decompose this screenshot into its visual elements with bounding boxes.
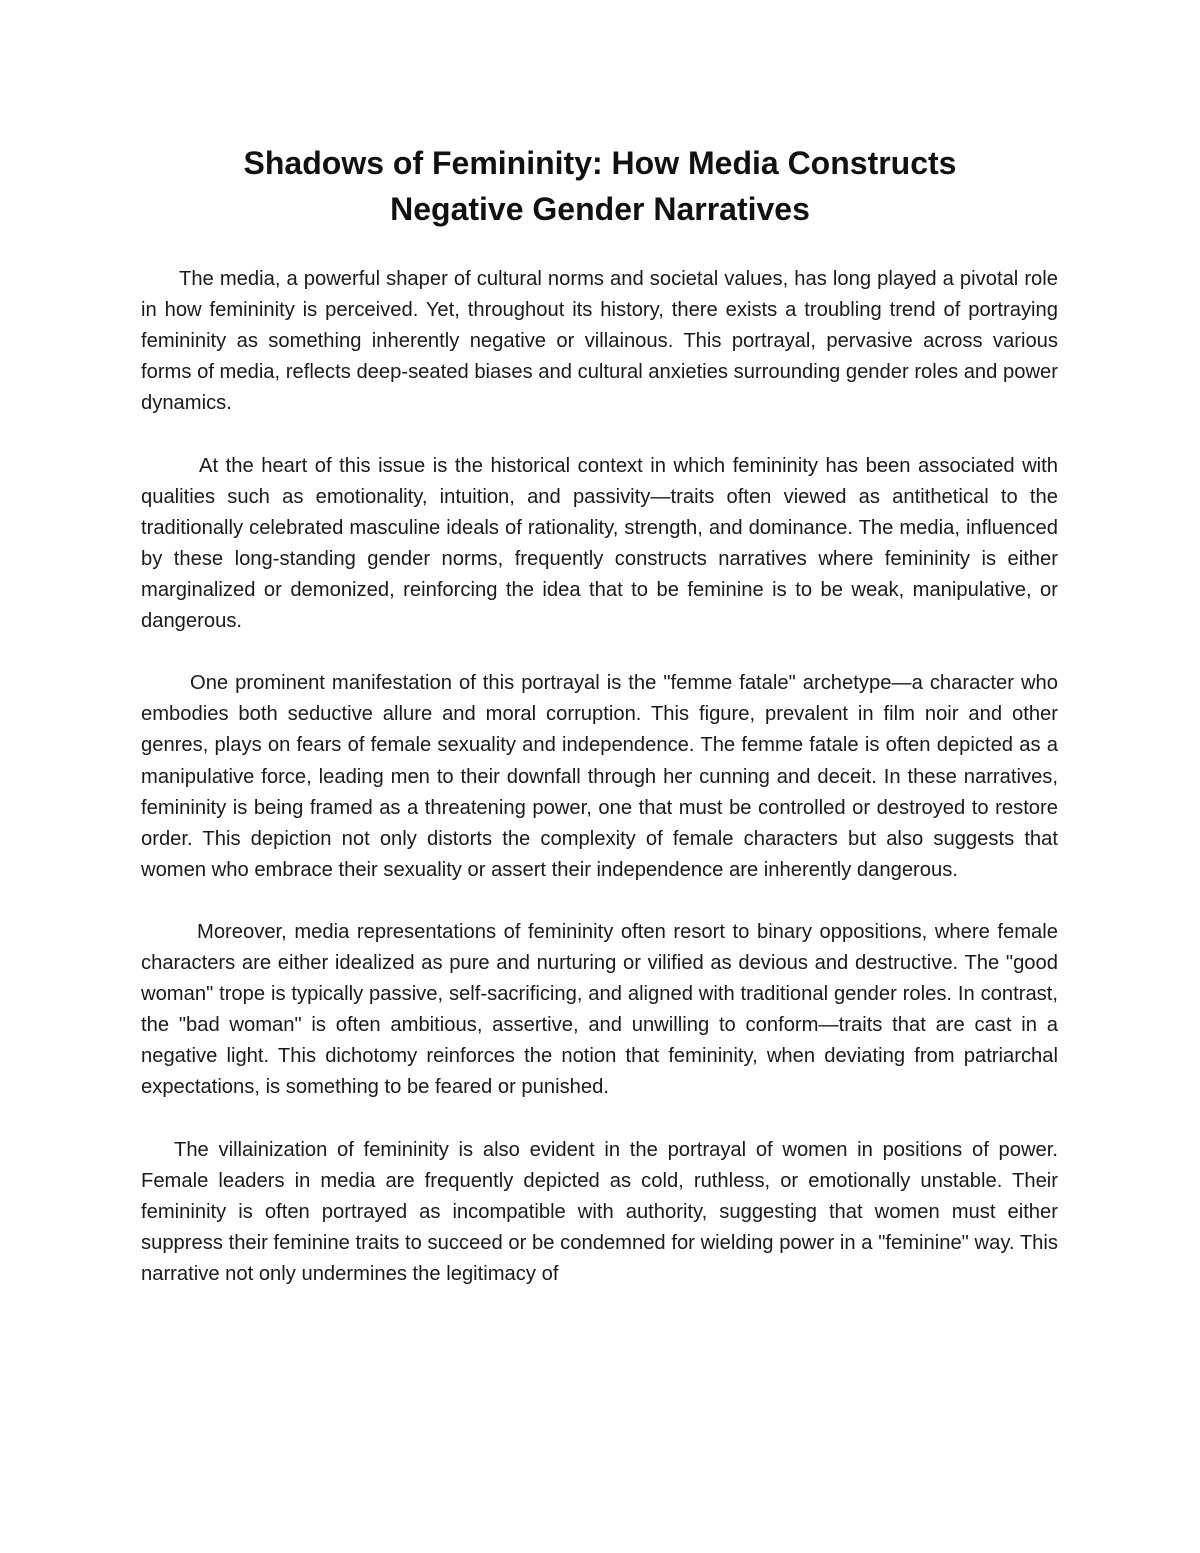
title-line-2: Negative Gender Narratives (390, 191, 810, 227)
paragraph-4: Moreover, media representations of femininity often resort to binary oppositions, where female characters are either idealized as pure and nurturing or vilified as devious and destructive. The "good woman" trope is typically passive, self-sacrificing, and aligned with traditional gender roles. In contrast, the "bad woman" is often ambitious, assertive, and unwilling to conform—traits that are cast in a negative light. This dichotomy reinforces the notion that femininity, when deviating from patriarchal expectations, is something to be feared or punished. (141, 920, 1058, 1099)
paragraph-1: The media, a powerful shaper of cultural norms and societal values, has long played a pivotal role in how femininity is perceived. Yet, throughout its history, there exists a troubling trend of portraying femininity as something inherently negative or villainous. This portrayal, pervasive across various forms of media, reflects deep-seated biases and cultural anxieties surrounding gender roles and power dynamics. (141, 268, 1058, 415)
page-title (140, 140, 1060, 232)
paragraph-2: At the heart of this issue is the historical context in which femininity has been associated with qualities such as emotionality, intuition, and passivity—traits often viewed as antithetical to the traditionally celebrated masculine ideals of rationality, strength, and dominance. The media, influenced by these long-standing gender norms, frequently constructs narratives where femininity is either marginalized or demonized, reinforcing the idea that to be feminine is to be weak, manipulative, or dangerous. (141, 454, 1058, 633)
paragraph-5: The villainization of femininity is also evident in the portrayal of women in positions of power. Female leaders in media are frequently depicted as cold, ruthless, or emotionally unstable. Their femininity is often portrayed as incompatible with authority, suggesting that women must either suppress their feminine traits to succeed or be condemned for wielding power in a "feminine" way. This narrative not only undermines the legitimacy of (141, 1138, 1058, 1285)
paragraph-3: One prominent manifestation of this portrayal is the "femme fatale" archetype—a character who embodies both seductive allure and moral corruption. This figure, prevalent in film noir and other genres, plays on fears of female sexuality and independence. The femme fatale is often depicted as a manipulative force, leading men to their downfall through her cunning and deceit. In these narratives, femininity is being framed as a threatening power, one that must be controlled or destroyed to restore order. This depiction not only distorts the complexity of female characters but also suggests that women who embrace their sexuality or assert their independence are inherently dangerous. (141, 672, 1058, 881)
document-body (141, 264, 1058, 1321)
title-line-1: Shadows of Femininity: How Media Constructs (243, 145, 957, 181)
